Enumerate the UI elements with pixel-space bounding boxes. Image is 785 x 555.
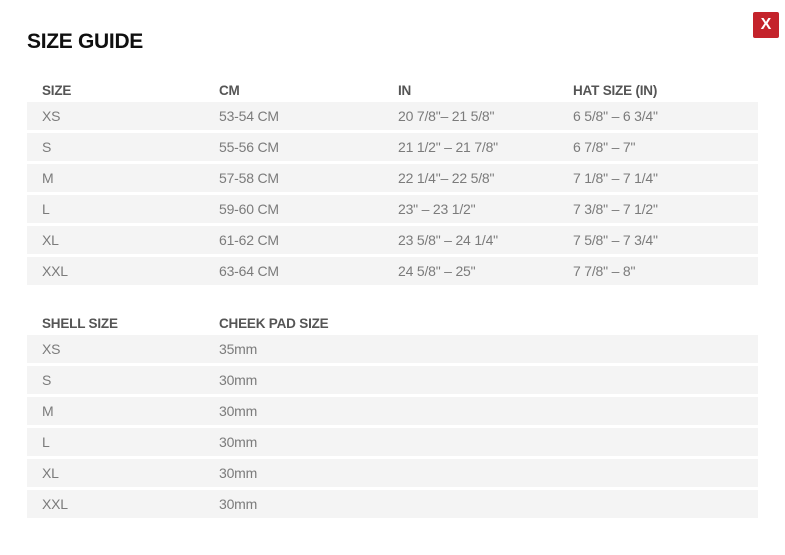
table-row xyxy=(27,459,758,487)
size-table-header xyxy=(27,78,758,102)
table-row xyxy=(27,164,758,192)
table-row xyxy=(27,133,758,161)
table-cell: S xyxy=(42,372,52,388)
table-cell: XL xyxy=(42,465,59,481)
table-cell: 57-58 CM xyxy=(219,170,279,186)
table-cell: 6 7/8" – 7" xyxy=(573,139,636,155)
table-cell: M xyxy=(42,403,54,419)
table-row xyxy=(27,397,758,425)
table-cell: 7 7/8" – 8" xyxy=(573,263,636,279)
table-cell: 30mm xyxy=(219,496,258,512)
table-cell: 30mm xyxy=(219,403,258,419)
table-cell: 7 5/8" – 7 3/4" xyxy=(573,232,658,248)
page-title: SIZE GUIDE xyxy=(27,30,144,53)
table-cell: 61-62 CM xyxy=(219,232,279,248)
column-header-hat-size: HAT SIZE (IN) xyxy=(573,82,658,98)
table-cell: XS xyxy=(42,108,61,124)
table-cell: 63-64 CM xyxy=(219,263,279,279)
table-cell: 23" – 23 1/2" xyxy=(398,201,476,217)
table-cell: 55-56 CM xyxy=(219,139,279,155)
table-cell: 22 1/4"– 22 5/8" xyxy=(398,170,495,186)
table-cell: 59-60 CM xyxy=(219,201,279,217)
table-row xyxy=(27,226,758,254)
table-cell: 7 3/8" – 7 1/2" xyxy=(573,201,658,217)
table-row xyxy=(27,257,758,285)
table-row xyxy=(27,195,758,223)
table-cell: 23 5/8" – 24 1/4" xyxy=(398,232,498,248)
table-cell: M xyxy=(42,170,54,186)
column-header-shell-size: SHELL SIZE xyxy=(42,315,118,331)
table-row xyxy=(27,366,758,394)
table-cell: L xyxy=(42,201,50,217)
table-cell: XS xyxy=(42,341,61,357)
shell-table-header xyxy=(27,311,758,335)
table-cell: 53-54 CM xyxy=(219,108,279,124)
table-cell: 30mm xyxy=(219,372,258,388)
table-cell: 20 7/8"– 21 5/8" xyxy=(398,108,495,124)
column-header-cheek-pad-size: CHEEK PAD SIZE xyxy=(219,315,329,331)
table-cell: XL xyxy=(42,232,59,248)
close-button[interactable] xyxy=(753,12,779,38)
table-row xyxy=(27,102,758,130)
column-header-cm: CM xyxy=(219,82,240,98)
table-cell: XXL xyxy=(42,496,68,512)
table-row xyxy=(27,428,758,456)
column-header-in: IN xyxy=(398,82,412,98)
table-cell: 7 1/8" – 7 1/4" xyxy=(573,170,658,186)
close-icon: X xyxy=(760,16,772,33)
table-cell: S xyxy=(42,139,52,155)
table-cell: L xyxy=(42,434,50,450)
table-cell: 24 5/8" – 25" xyxy=(398,263,476,279)
table-cell: 30mm xyxy=(219,434,258,450)
table-cell: 21 1/2" – 21 7/8" xyxy=(398,139,498,155)
column-header-size: SIZE xyxy=(42,82,72,98)
table-cell: 35mm xyxy=(219,341,258,357)
table-cell: 6 5/8" – 6 3/4" xyxy=(573,108,658,124)
table-row xyxy=(27,335,758,363)
table-row xyxy=(27,490,758,518)
size-table xyxy=(27,78,758,285)
shell-size-table xyxy=(27,311,758,518)
table-cell: XXL xyxy=(42,263,68,279)
table-cell: 30mm xyxy=(219,465,258,481)
